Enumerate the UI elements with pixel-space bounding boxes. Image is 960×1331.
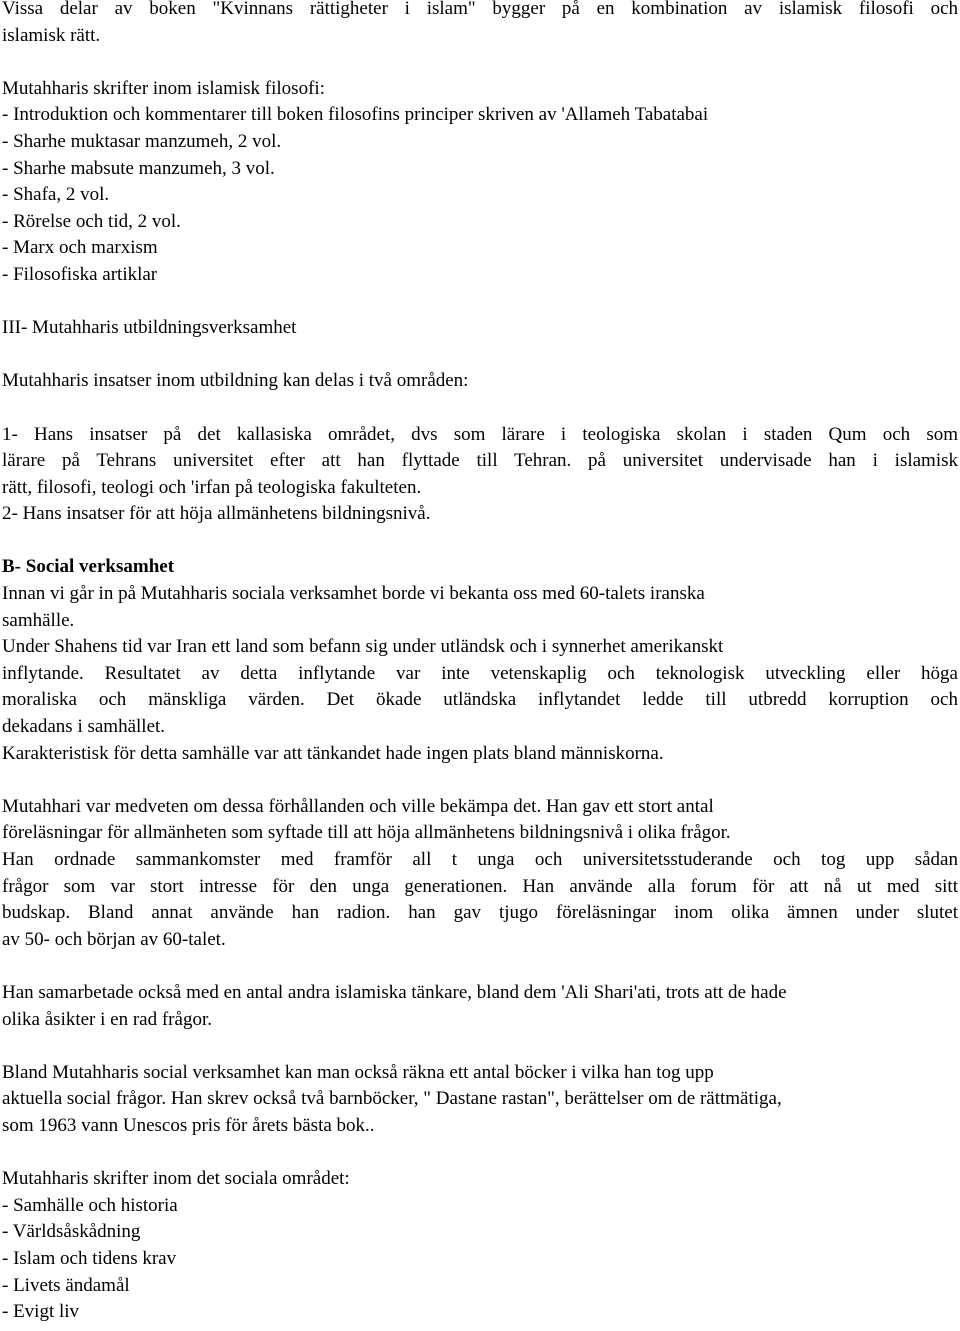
text-line: Han ordnade sammankomster med framför all t unga och universitetsstuderande och tog upp sådan	[2, 849, 958, 870]
text-line: frågor som var stort intresse för den unga generationen. Han använde alla forum för att nå ut med sitt	[2, 875, 958, 897]
section-heading: B- Social verksamhet	[2, 556, 175, 578]
text-line: föreläsningar för allmänheten som syftade till att höja allmänhetens bildningsnivå i olika frågor.	[2, 822, 731, 844]
text-line: rätt, filosofi, teologi och 'irfan på teologiska fakulteten.	[2, 476, 422, 498]
text-line: - Marx och marxism	[2, 237, 158, 259]
text-line: Han samarbetade också med en antal andra islamiska tänkare, bland dem 'Ali Shari'ati, trots att de hade	[2, 981, 787, 1003]
paragraph-gap	[2, 49, 960, 76]
text-line: Mutahharis insatser inom utbildning kan delas i två områden:	[2, 370, 469, 392]
paragraph-gap	[2, 289, 960, 316]
text-line: inflytande. Resultatet av detta inflytande var inte vetenskaplig och teknologisk utveckling eller höga	[2, 662, 958, 684]
text-line: - Rörelse och tid, 2 vol.	[2, 210, 181, 232]
text-line: lärare på Tehrans universitet efter att han flyttade till Tehran. på universitet undervisade han i islamisk	[2, 450, 958, 472]
text-line: - Evigt liv	[2, 1301, 80, 1323]
text-line: budskap. Bland annat använde han radion. han gav tjugo föreläsningar inom olika ämnen under slutet	[2, 902, 958, 924]
text-line: Under Shahens tid var Iran ett land som befann sig under utländsk och i synnerhet amerikanskt	[2, 636, 724, 658]
text-line: III- Mutahharis utbildningsverksamhet	[2, 317, 297, 339]
text-line: - Shafa, 2 vol.	[2, 184, 110, 206]
text-line: - Sharhe muktasar manzumeh, 2 vol.	[2, 130, 282, 152]
text-line: moraliska och mänskliga värden. Det ökade utländska inflytandet ledde till utbredd korruption och	[2, 689, 958, 711]
text-line: islamisk rätt.	[2, 24, 101, 46]
paragraph-gap	[2, 767, 960, 794]
text-line: Mutahhari var medveten om dessa förhållanden och ville bekämpa det. Han gav ett stort antal	[2, 795, 714, 817]
text-line: olika åsikter i en rad frågor.	[2, 1008, 212, 1030]
text-line: Karakteristisk för detta samhälle var att tänkandet hade ingen plats bland människorna.	[2, 742, 664, 764]
text-line: 2- Hans insatser för att höja allmänhetens bildningsnivå.	[2, 503, 431, 525]
text-line: av 50- och början av 60-talet.	[2, 928, 226, 950]
paragraph-gap	[2, 953, 960, 980]
text-line: Innan vi går in på Mutahharis sociala verksamhet borde vi bekanta oss med 60-talets iranska	[2, 583, 705, 605]
paragraph-gap	[2, 1033, 960, 1060]
text-line: - Islam och tidens krav	[2, 1247, 177, 1269]
text-line: - Introduktion och kommentarer till boken filosofins principer skriven av 'Allameh Tabatabai	[2, 104, 709, 126]
text-line: Mutahharis skrifter inom det sociala området:	[2, 1168, 350, 1190]
text-line: Bland Mutahharis social verksamhet kan man också räkna ett antal böcker i vilka han tog upp	[2, 1061, 714, 1083]
paragraph-gap	[2, 528, 960, 555]
paragraph-gap	[2, 1140, 960, 1167]
text-line: - Livets ändamål	[2, 1274, 130, 1296]
text-line: - Filosofiska artiklar	[2, 263, 158, 285]
text-line: samhälle.	[2, 609, 75, 631]
text-line: Mutahharis skrifter inom islamisk filosofi:	[2, 77, 325, 99]
text-line: Vissa delar av boken "Kvinnans rättigheter i islam" bygger på en kombination av islamisk filosofi och	[2, 0, 958, 19]
paragraph-gap	[2, 342, 960, 369]
text-line: - Samhälle och historia	[2, 1194, 178, 1216]
text-line: 1- Hans insatser på det kallasiska området, dvs som lärare i teologiska skolan i staden Qum och som	[2, 423, 958, 445]
text-line: - Sharhe mabsute manzumeh, 3 vol.	[2, 157, 275, 179]
text-line: dekadans i samhället.	[2, 716, 166, 738]
text-line: som 1963 vann Unescos pris för årets bästa bok..	[2, 1114, 375, 1136]
text-line: - Världsåskådning	[2, 1221, 141, 1243]
text-line: aktuella social frågor. Han skrev också två barnböcker, " Dastane rastan", berättelser om de rättmätiga,	[2, 1088, 782, 1110]
paragraph-gap	[2, 395, 960, 422]
